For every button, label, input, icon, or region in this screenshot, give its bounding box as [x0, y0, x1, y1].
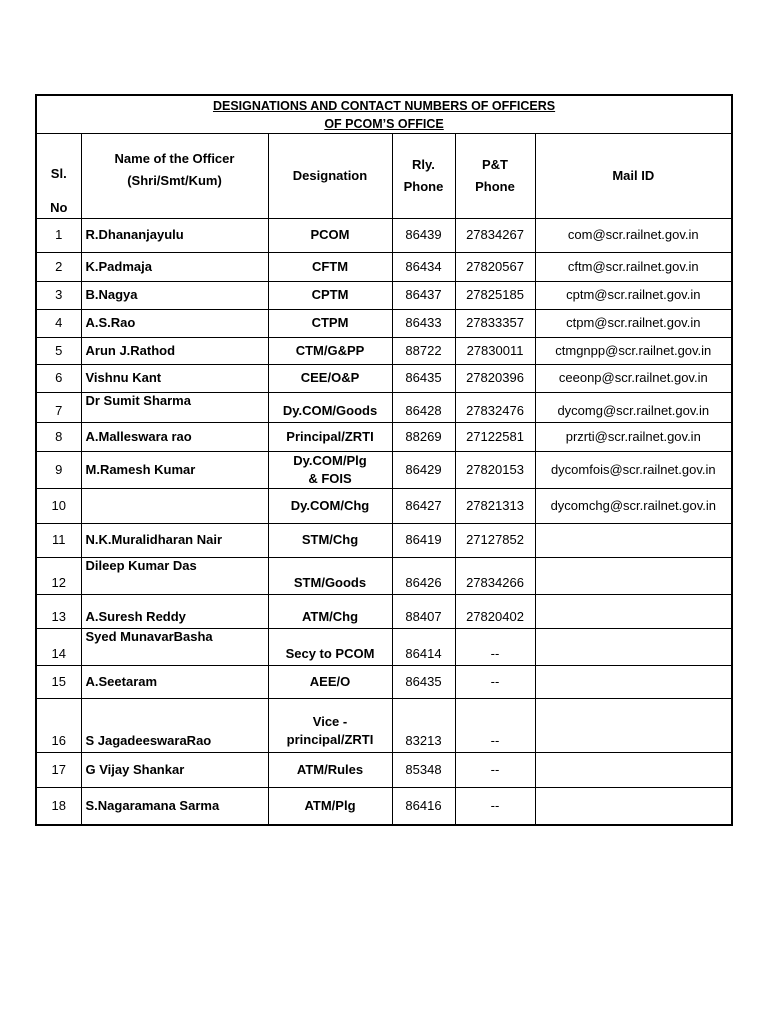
designation-cell: STM/Chg	[268, 524, 392, 558]
sl-cell: 6	[36, 365, 81, 393]
officers-table	[35, 94, 733, 826]
header-rly-line-2: Phone	[403, 179, 444, 194]
designation-cell: ATM/Plg	[268, 788, 392, 825]
rly-phone-cell: 86434	[392, 253, 455, 282]
sl-cell: 8	[36, 423, 81, 452]
designation-cell: STM/Goods	[268, 558, 392, 595]
pt-phone-cell: --	[455, 753, 535, 788]
rly-phone-cell: 86416	[392, 788, 455, 825]
table-row	[36, 452, 732, 489]
designation-cell: Secy to PCOM	[268, 629, 392, 666]
pt-phone-cell: 27820567	[455, 253, 535, 282]
pt-phone-cell: 27820396	[455, 365, 535, 393]
designation-cell: Principal/ZRTI	[268, 423, 392, 452]
mail-id-cell: przrti@scr.railnet.gov.in	[535, 423, 732, 452]
mail-id-cell: dycomg@scr.railnet.gov.in	[535, 393, 732, 423]
rly-phone-cell: 86429	[392, 452, 455, 489]
designation-cell: CPTM	[268, 282, 392, 310]
pt-phone-cell: 27830011	[455, 338, 535, 365]
rly-phone-cell: 86435	[392, 666, 455, 699]
mail-id-cell	[535, 524, 732, 558]
mail-id-cell	[535, 595, 732, 629]
sl-cell: 14	[36, 629, 81, 666]
header-rly-line-1: Rly.	[412, 157, 435, 172]
mail-id-cell: dycomfois@scr.railnet.gov.in	[535, 452, 732, 489]
sl-cell: 10	[36, 489, 81, 524]
rly-phone-cell: 85348	[392, 753, 455, 788]
pt-phone-cell: 27820153	[455, 452, 535, 489]
title-line-1: DESIGNATIONS AND CONTACT NUMBERS OF OFFICERS	[212, 99, 556, 113]
designation-cell: Dy.COM/Plg & FOIS	[268, 452, 392, 489]
header-sl-top: Sl.	[50, 166, 67, 181]
sl-cell: 11	[36, 524, 81, 558]
table-row	[36, 219, 732, 253]
designation-cell: CTPM	[268, 310, 392, 338]
rly-phone-cell: 86437	[392, 282, 455, 310]
mail-id-cell: com@scr.railnet.gov.in	[535, 219, 732, 253]
designation-cell: Vice - principal/ZRTI	[268, 699, 392, 753]
sl-cell: 7	[36, 393, 81, 423]
rly-phone-cell: 86428	[392, 393, 455, 423]
officer-name-cell: A.Suresh Reddy	[81, 595, 268, 629]
sl-cell: 1	[36, 219, 81, 253]
table-row	[36, 666, 732, 699]
mail-id-cell	[535, 558, 732, 595]
table-row	[36, 524, 732, 558]
pt-phone-cell: 27834267	[455, 219, 535, 253]
rly-phone-cell: 88407	[392, 595, 455, 629]
rly-phone-cell: 86427	[392, 489, 455, 524]
officer-name-cell: A.Malleswara rao	[81, 423, 268, 452]
pt-phone-cell: --	[455, 699, 535, 753]
sl-cell: 12	[36, 558, 81, 595]
sl-cell: 13	[36, 595, 81, 629]
officer-name-cell: R.Dhananjayulu	[81, 219, 268, 253]
mail-id-cell	[535, 629, 732, 666]
designation-cell: ATM/Rules	[268, 753, 392, 788]
rly-phone-cell: 86414	[392, 629, 455, 666]
mail-id-cell	[535, 753, 732, 788]
officer-name-cell: Syed MunavarBasha	[81, 629, 268, 666]
officer-name-cell: N.K.Muralidharan Nair	[81, 524, 268, 558]
mail-id-cell: ctpm@scr.railnet.gov.in	[535, 310, 732, 338]
table-row	[36, 338, 732, 365]
pt-phone-cell: 27834266	[455, 558, 535, 595]
table-row	[36, 282, 732, 310]
rly-phone-cell: 86433	[392, 310, 455, 338]
mail-id-cell: cftm@scr.railnet.gov.in	[535, 253, 732, 282]
pt-phone-cell: 27122581	[455, 423, 535, 452]
officer-name-cell: Vishnu Kant	[81, 365, 268, 393]
sl-cell: 4	[36, 310, 81, 338]
header-officer-name	[81, 134, 268, 219]
mail-id-cell	[535, 788, 732, 825]
rly-phone-cell: 86435	[392, 365, 455, 393]
pt-phone-cell: 27825185	[455, 282, 535, 310]
officer-name-cell: S.Nagaramana Sarma	[81, 788, 268, 825]
table-row	[36, 393, 732, 423]
header-pt-line-2: Phone	[475, 179, 515, 194]
header-sl-bottom: No	[50, 200, 68, 215]
header-rly-phone	[392, 134, 455, 219]
header-mail-id: Mail ID	[535, 134, 732, 219]
sl-cell: 3	[36, 282, 81, 310]
sl-cell: 5	[36, 338, 81, 365]
mail-id-cell: cptm@scr.railnet.gov.in	[535, 282, 732, 310]
designation-cell: PCOM	[268, 219, 392, 253]
designation-cell: Dy.COM/Chg	[268, 489, 392, 524]
table-row	[36, 365, 732, 393]
table-title	[36, 95, 732, 134]
table-row	[36, 310, 732, 338]
pt-phone-cell: 27833357	[455, 310, 535, 338]
designation-cell: CTM/G&PP	[268, 338, 392, 365]
designation-cell: CFTM	[268, 253, 392, 282]
pt-phone-cell: 27821313	[455, 489, 535, 524]
officer-name-cell: S JagadeeswaraRao	[81, 699, 268, 753]
officer-name-cell: A.S.Rao	[81, 310, 268, 338]
header-designation: Designation	[268, 134, 392, 219]
pt-phone-cell: --	[455, 666, 535, 699]
header-name-line-1: Name of the Officer	[114, 151, 235, 166]
mail-id-cell	[535, 666, 732, 699]
rly-phone-cell: 88722	[392, 338, 455, 365]
rly-phone-cell: 86419	[392, 524, 455, 558]
officer-name-cell: Dr Sumit Sharma	[81, 393, 268, 423]
header-row	[36, 134, 732, 219]
header-pt-phone	[455, 134, 535, 219]
header-sl-no	[36, 134, 81, 219]
table-row	[36, 595, 732, 629]
officer-name-cell: M.Ramesh Kumar	[81, 452, 268, 489]
rly-phone-cell: 86426	[392, 558, 455, 595]
pt-phone-cell: 27127852	[455, 524, 535, 558]
table-row	[36, 699, 732, 753]
rly-phone-cell: 88269	[392, 423, 455, 452]
designation-cell: AEE/O	[268, 666, 392, 699]
header-name-line-2: (Shri/Smt/Kum)	[127, 173, 222, 188]
table-body	[36, 219, 732, 825]
table-row	[36, 253, 732, 282]
table-row	[36, 788, 732, 825]
table-row	[36, 558, 732, 595]
table-row	[36, 423, 732, 452]
designation-cell: Dy.COM/Goods	[268, 393, 392, 423]
mail-id-cell: ceeonp@scr.railnet.gov.in	[535, 365, 732, 393]
sl-cell: 2	[36, 253, 81, 282]
designation-cell: CEE/O&P	[268, 365, 392, 393]
officer-name-cell: K.Padmaja	[81, 253, 268, 282]
officer-name-cell: A.Seetaram	[81, 666, 268, 699]
mail-id-cell: ctmgnpp@scr.railnet.gov.in	[535, 338, 732, 365]
rly-phone-cell: 86439	[392, 219, 455, 253]
header-pt-line-1: P&T	[482, 157, 508, 172]
table-row	[36, 629, 732, 666]
sl-cell: 9	[36, 452, 81, 489]
officer-name-cell	[81, 489, 268, 524]
sl-cell: 18	[36, 788, 81, 825]
mail-id-cell: dycomchg@scr.railnet.gov.in	[535, 489, 732, 524]
officer-name-cell: Dileep Kumar Das	[81, 558, 268, 595]
title-row	[36, 95, 732, 134]
pt-phone-cell: 27820402	[455, 595, 535, 629]
rly-phone-cell: 83213	[392, 699, 455, 753]
pt-phone-cell: --	[455, 629, 535, 666]
sl-cell: 16	[36, 699, 81, 753]
pt-phone-cell: --	[455, 788, 535, 825]
sl-cell: 15	[36, 666, 81, 699]
mail-id-cell	[535, 699, 732, 753]
officer-name-cell: B.Nagya	[81, 282, 268, 310]
officer-name-cell: G Vijay Shankar	[81, 753, 268, 788]
sl-cell: 17	[36, 753, 81, 788]
table-row	[36, 753, 732, 788]
pt-phone-cell: 27832476	[455, 393, 535, 423]
officer-name-cell: Arun J.Rathod	[81, 338, 268, 365]
table-row	[36, 489, 732, 524]
title-line-2: OF PCOM’S OFFICE	[324, 117, 444, 131]
designation-cell: ATM/Chg	[268, 595, 392, 629]
